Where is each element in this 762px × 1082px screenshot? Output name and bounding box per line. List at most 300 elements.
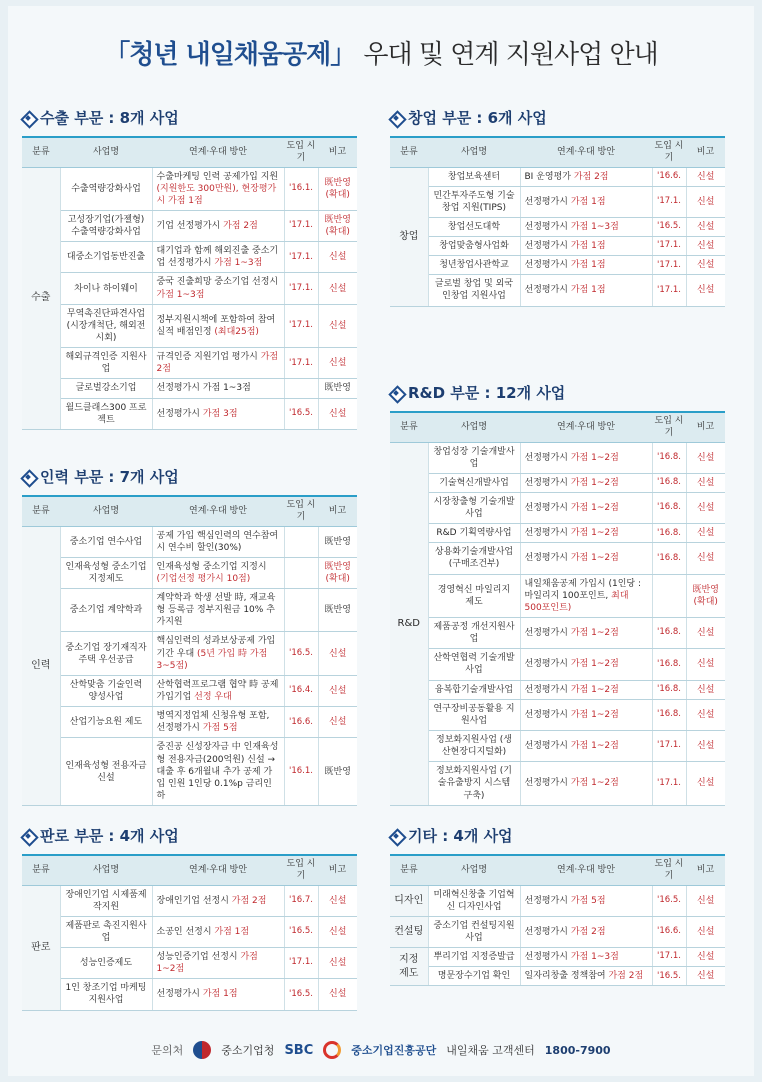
table-row [390,237,725,256]
plan-highlight: 가점 2점 [231,895,267,906]
program-name: 고성장기업(가젤형) 수출역량강화사업 [60,210,152,241]
table-row [22,675,357,706]
table-row [22,304,357,347]
plan-cell [520,524,652,543]
intro-date: '16.5. [652,885,686,916]
program-name: 시장창출형 기술개발사업 [428,492,520,523]
diamond-bullet-icon [22,471,34,483]
section-workforce [22,465,357,806]
table-row [22,589,357,632]
plan-highlight: 가점 1~3점 [570,952,619,963]
plan-text: 선정평가시 [156,408,203,419]
plan-highlight: 가점 1~2점 [570,553,619,564]
note-cell: 신설 [318,675,357,706]
plan-text: BI 운영평가 [524,171,574,182]
program-name: 무역촉진단파견사업 (시장개척단, 해외전시회) [60,304,152,347]
intro-date [284,526,318,557]
header-note: 비고 [686,855,725,885]
intro-date: '16.5. [284,632,318,675]
plan-highlight: (최대25점) [214,326,259,337]
note-cell: 신설 [686,167,725,186]
note-cell: 신설 [686,731,725,762]
plan-cell [520,492,652,523]
plan-highlight: 가점 1점 [570,285,606,296]
program-name: 대중소기업동반진출 [60,242,152,273]
plan-text: 선정평가시 [524,196,571,207]
table-row [390,256,725,275]
program-name: 수출역량강화사업 [60,167,152,210]
program-name: 청년창업사관학교 [428,256,520,275]
table-row [390,916,725,947]
contact-label: 문의처 [151,1044,184,1057]
program-name: R&D 기획역량사업 [428,524,520,543]
intro-date: '16.5. [284,398,318,429]
plan-text: 성능인증기업 선정시 [156,952,241,963]
table-row [22,398,357,429]
note-cell: 신설 [318,348,357,379]
note-cell: 既반영 (확대) [686,574,725,617]
program-name: 창업보육센터 [428,167,520,186]
program-name: 창업성장 기술개발사업 [428,442,520,473]
section-rnd [390,381,725,806]
program-name: 글로벌강소기업 [60,379,152,398]
category-cell: 판로 [22,885,60,1010]
sbc-logo-text: SBC [284,1042,314,1058]
plan-cell [520,618,652,649]
plan-text: 정부지원시책에 포함하여 참여실적 배점인정 [156,314,276,337]
intro-date: '16.6. [652,916,686,947]
note-cell: 신설 [686,442,725,473]
header-plan: 연계·우대 방안 [152,137,284,167]
header-note: 비고 [318,496,357,526]
plan-text: 선정평가시 [524,528,571,539]
program-name: 장애인기업 시제품제작지원 [60,885,152,916]
plan-cell [152,304,284,347]
title-rest: 우대 및 연계 지원사업 안내 [363,40,658,70]
intro-date: '17.1. [284,304,318,347]
plan-text: 기업 선정평가시 [156,220,224,231]
section-table [22,136,357,430]
plan-text: 장애인기업 선정시 [156,895,232,906]
intro-date: '16.8. [652,492,686,523]
header-plan: 연계·우대 방안 [520,137,652,167]
note-cell: 신설 [318,398,357,429]
plan-highlight: 가점 2점 [608,971,644,982]
plan-cell [520,574,652,617]
program-name: 산학연협력 기술개발사업 [428,649,520,680]
intro-date: '16.5. [284,916,318,947]
header-year: 도입 시기 [652,412,686,442]
plan-highlight: 가점 1~2점 [570,452,619,463]
header-category: 분류 [22,137,60,167]
plan-cell [520,731,652,762]
category-cell: 컨설팅 [390,916,428,947]
section-title-text: 창업 부문 : 6개 사업 [408,109,547,127]
plan-cell [152,379,284,398]
table-row [390,167,725,186]
plan-text: 선정평가시 [524,502,571,513]
note-cell: 신설 [686,256,725,275]
header-note: 비고 [686,412,725,442]
ministry-name: 중소기업청 [221,1044,275,1057]
plan-cell [520,543,652,574]
note-cell: 신설 [686,524,725,543]
note-cell: 신설 [686,186,725,217]
plan-highlight: 가점 1~2점 [570,709,619,720]
intro-date: '16.8. [652,543,686,574]
plan-text: 선정평가시 [524,709,571,720]
header-year: 도입 시기 [284,496,318,526]
intro-date: '17.1. [284,948,318,979]
note-cell: 既반영 (확대) [318,167,357,210]
table-row [390,524,725,543]
program-name: 뿌리기업 지정증발급 [428,948,520,967]
header-category: 분류 [22,496,60,526]
note-cell: 신설 [686,492,725,523]
table-row [390,649,725,680]
intro-date: '16.5. [652,967,686,986]
plan-text: 선정평가시 [524,285,571,296]
table-row [22,738,357,806]
table-row [390,967,725,986]
plan-cell [152,707,284,738]
plan-text: 소공인 선정시 [156,926,215,937]
intro-date [652,574,686,617]
customer-center: 내일채움 고객센터 [446,1044,535,1057]
section-title [390,106,725,130]
plan-cell [520,948,652,967]
program-name: 산업기능요원 제도 [60,707,152,738]
intro-date: '16.4. [284,675,318,706]
plan-cell [152,675,284,706]
program-name: 1인 창조기업 마케팅 지원사업 [60,979,152,1010]
program-name: 제품공정 개선지원사업 [428,618,520,649]
plan-text: 중국 진출희망 중소기업 선정시 [156,277,279,288]
header-year: 도입 시기 [652,137,686,167]
plan-highlight: 가점 1점 [570,260,606,271]
note-cell: 신설 [318,948,357,979]
section-market [22,824,357,1011]
plan-cell [520,680,652,699]
note-cell: 신설 [686,618,725,649]
plan-highlight: 가점 1~2점 [570,628,619,639]
plan-cell [520,275,652,306]
header-name: 사업명 [428,137,520,167]
header-category: 분류 [22,855,60,885]
header-plan: 연계·우대 방안 [152,855,284,885]
intro-date: '17.1. [284,242,318,273]
diamond-bullet-icon [390,112,402,124]
plan-cell [520,256,652,275]
plan-highlight: 가점 5점 [202,723,238,734]
section-table [390,136,725,307]
table-row [390,680,725,699]
plan-highlight: (지원한도 300만원), 현장평가시 가점 1점 [156,183,277,206]
plan-cell [520,442,652,473]
table-row [22,348,357,379]
intro-date: '16.5. [284,979,318,1010]
header-name: 사업명 [60,137,152,167]
program-name: 중소기업 계약학과 [60,589,152,632]
program-name: 명문장수기업 확인 [428,967,520,986]
plan-highlight: 가점 1~2점 [570,477,619,488]
plan-highlight: 가점 1~2점 [156,952,258,975]
category-cell: 창업 [390,167,428,306]
note-cell: 신설 [686,275,725,306]
table-row [22,885,357,916]
section-table [390,854,725,986]
note-cell: 신설 [318,979,357,1010]
note-cell: 신설 [318,273,357,304]
intro-date: '16.8. [652,649,686,680]
plan-text: 선정평가시 가점 1~3점 [156,383,251,394]
intro-date: '16.1. [284,738,318,806]
table-row [390,574,725,617]
intro-date: '16.6. [284,707,318,738]
plan-cell [520,167,652,186]
intro-date: '17.1. [652,948,686,967]
plan-cell [152,738,284,806]
plan-text: 인재육성형 중소기업 지정시 [156,561,267,572]
intro-date: '16.8. [652,524,686,543]
note-cell: 신설 [686,885,725,916]
plan-cell [152,526,284,557]
section-title [22,106,357,130]
plan-highlight: 가점 1~2점 [570,659,619,670]
header-name: 사업명 [60,855,152,885]
plan-cell [152,242,284,273]
note-cell: 신설 [686,762,725,805]
diamond-bullet-icon [22,112,34,124]
table-row [22,979,357,1010]
plan-cell [520,762,652,805]
government-emblem-icon [193,1041,211,1059]
header-category: 분류 [390,855,428,885]
note-cell: 신설 [686,967,725,986]
plan-text: 규격인증 지원기업 평가시 [156,352,261,363]
diamond-bullet-icon [390,830,402,842]
section-title [22,824,357,848]
table-row [390,618,725,649]
note-cell: 既반영 [318,379,357,398]
diamond-bullet-icon [390,387,402,399]
intro-date: '17.1. [652,186,686,217]
intro-date: '16.6. [652,167,686,186]
plan-highlight: 가점 1점 [202,989,238,1000]
note-cell: 既반영 [318,589,357,632]
intro-date: '16.5. [652,217,686,236]
plan-highlight: 가점 1점 [570,196,606,207]
note-cell: 신설 [318,242,357,273]
section-table [390,411,725,806]
table-row [22,632,357,675]
table-row [390,442,725,473]
note-cell: 신설 [686,649,725,680]
plan-cell [152,979,284,1010]
program-name: 해외규격인증 지원사업 [60,348,152,379]
note-cell: 신설 [686,916,725,947]
phone-number: 1800-7900 [544,1043,611,1057]
program-name: 중소기업 장기재직자 주택 우선공급 [60,632,152,675]
plan-cell [152,632,284,675]
plan-cell [152,589,284,632]
plan-highlight: 선정 우대 [194,692,232,703]
plan-text: 선정평가시 [524,221,571,232]
plan-cell [520,473,652,492]
plan-text: 내일채움공제 가입시 (1인당 : 마일리지 100포인트, [524,578,641,601]
intro-date: '17.1. [652,731,686,762]
plan-highlight: 가점 1~2점 [570,502,619,513]
program-name: 민간투자주도형 기술창업 지원(TIPS) [428,186,520,217]
program-name: 미래혁신창출 기업혁신 디자인사업 [428,885,520,916]
title-lead: 「청년 내일채움공제」 [104,40,356,70]
program-name: 창업맞춤형사업화 [428,237,520,256]
program-name: 산학맞춤 기술인력 양성사업 [60,675,152,706]
intro-date: '17.1. [284,273,318,304]
note-cell: 既반영 [318,738,357,806]
intro-date: '16.8. [652,618,686,649]
plan-cell [152,167,284,210]
plan-text: 선정평가시 [524,741,571,752]
plan-highlight: 가점 5점 [570,895,606,906]
table-row [22,242,357,273]
intro-date: '16.8. [652,699,686,730]
section-title-text: 수출 부문 : 8개 사업 [40,109,179,127]
category-cell: 디자인 [390,885,428,916]
table-row [390,885,725,916]
program-name: 중소기업 컨설팅지원사업 [428,916,520,947]
plan-highlight: 가점 2점 [156,352,279,375]
plan-highlight: (기업선정 평가시 10점) [156,573,251,584]
intro-date [284,589,318,632]
intro-date: '17.1. [652,762,686,805]
table-row [22,379,357,398]
header-category: 분류 [390,137,428,167]
intro-date: '16.1. [284,167,318,210]
table-row [390,699,725,730]
note-cell: 신설 [686,217,725,236]
plan-cell [152,885,284,916]
plan-highlight: 가점 1~2점 [570,741,619,752]
table-row [22,916,357,947]
note-cell: 신설 [686,699,725,730]
table-row [390,731,725,762]
section-export [22,106,357,430]
program-name: 정보화지원사업 (기술유출방지 시스템 구축) [428,762,520,805]
section-title [22,465,357,489]
plan-cell [152,916,284,947]
note-cell: 신설 [686,543,725,574]
plan-highlight: 가점 1~2점 [570,528,619,539]
header-name: 사업명 [428,412,520,442]
section-title-text: 기타 : 4개 사업 [408,827,513,845]
plan-text: 대기업과 함께 해외진출 중소기업 선정평가시 [156,246,279,269]
plan-highlight: 최대 500포인트) [524,590,629,613]
table-row [22,948,357,979]
header-plan: 연계·우대 방안 [152,496,284,526]
program-name: 정보화지원사업 (생산현장디지털화) [428,731,520,762]
table-row [390,473,725,492]
plan-cell [520,237,652,256]
intro-date: '16.8. [652,442,686,473]
intro-date [284,379,318,398]
plan-cell [152,273,284,304]
table-row [390,762,725,805]
plan-cell [520,649,652,680]
plan-text: 선정평가시 [156,989,203,1000]
table-row [390,948,725,967]
plan-cell [520,699,652,730]
program-name: 인재육성형 중소기업 지정제도 [60,557,152,588]
plan-text: 계약학과 학생 선발 時, 재교육형 등록금 정부지원금 10% 추가지원 [156,593,276,628]
footer [0,1040,762,1060]
note-cell: 既반영 (확대) [318,557,357,588]
plan-text: 공제 가입 핵심인력의 연수참여시 연수비 할인(30%) [156,530,279,553]
plan-text: 수출마케팅 인력 공제가입 지원 [156,171,279,182]
plan-text: 선정평가시 [524,260,571,271]
note-cell: 신설 [318,632,357,675]
plan-text: 일자리창출 정책참여 [524,971,609,982]
intro-date: '17.1. [652,275,686,306]
section-title [390,824,725,848]
intro-date: '17.1. [284,348,318,379]
plan-highlight: 가점 1~2점 [570,684,619,695]
plan-text: 핵심인력의 성과보상공제 가입기간 우대 [156,636,276,659]
plan-highlight: 가점 1~2점 [570,778,619,789]
header-plan: 연계·우대 방안 [520,412,652,442]
plan-highlight: 가점 2점 [573,171,609,182]
note-cell: 신설 [686,473,725,492]
plan-cell [520,916,652,947]
header-name: 사업명 [428,855,520,885]
plan-highlight: 가점 1~3점 [214,258,263,269]
category-cell: 수출 [22,167,60,429]
plan-cell [152,348,284,379]
program-name: 창업선도대학 [428,217,520,236]
intro-date: '17.1. [652,237,686,256]
plan-highlight: (5년 가입 時 가점 3~5점) [156,648,268,671]
section-title-text: 인력 부문 : 7개 사업 [40,468,179,486]
note-cell: 既반영 (확대) [318,210,357,241]
plan-text: 병역지정업체 신청유형 포함, 선정평가시 [156,711,270,734]
program-name: 월드클래스300 프로젝트 [60,398,152,429]
header-plan: 연계·우대 방안 [520,855,652,885]
plan-highlight: 가점 1~3점 [156,289,205,300]
plan-text: 선정평가시 [524,684,571,695]
program-name: 기술혁신개발사업 [428,473,520,492]
note-cell: 신설 [318,916,357,947]
plan-text: 산학협력프로그램 협약 時 공제가입기업 [156,679,279,703]
section-startup [390,106,725,307]
program-name: 경영혁신 마일리지 제도 [428,574,520,617]
plan-text: 중진공 신성장자금 中 인재육성형 전용자금(200억원) 신설 → 대출 후 6개월내 추가 공제 가입 인원 1인당 0.1%p 금리인하 [156,742,279,802]
diamond-bullet-icon [22,830,34,842]
header-name: 사업명 [60,496,152,526]
plan-cell [520,186,652,217]
header-note: 비고 [686,137,725,167]
page-title [0,34,762,71]
table-row [22,273,357,304]
note-cell: 既반영 [318,526,357,557]
section-etc [390,824,725,986]
note-cell: 신설 [686,680,725,699]
plan-text: 선정평가시 [524,241,571,252]
plan-cell [152,210,284,241]
note-cell: 신설 [318,304,357,347]
category-cell: 지정 제도 [390,948,428,986]
program-name: 인재육성형 전용자금 신설 [60,738,152,806]
category-cell: R&D [390,442,428,805]
